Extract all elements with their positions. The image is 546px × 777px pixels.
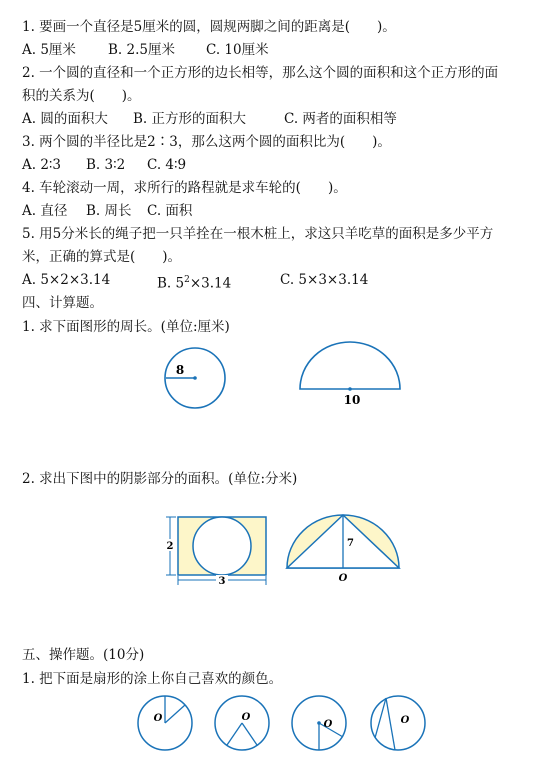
q2-option-c: C. 两者的面积相等 — [284, 111, 397, 127]
diameter-label: 10 — [343, 393, 361, 407]
circle-figure-3 — [290, 694, 348, 752]
q3-option-b: B. 3∶2 — [86, 157, 126, 173]
q5-option-c: C. 5×3×3.14 — [280, 272, 369, 288]
q5-option-b-suffix: ×3.14 — [189, 275, 232, 292]
circle-4-line-b — [386, 698, 395, 750]
circle-4-line-a — [375, 698, 386, 738]
section4-title: 四、计算题。 — [22, 295, 103, 311]
q5-option-b-prefix: B. 5 — [157, 275, 185, 292]
q5-option-b-exponent: 2 — [184, 275, 190, 285]
circle-3-center-label: O — [323, 719, 333, 730]
height-label: 2 — [166, 541, 174, 552]
q2-option-b: B. 正方形的面积大 — [133, 111, 247, 127]
width-label: 3 — [218, 576, 226, 587]
q1-option-a: A. 5厘米 — [22, 42, 76, 58]
semicircle-center-dot — [348, 387, 352, 391]
q5-option-a: A. 5×2×3.14 — [22, 272, 111, 288]
circle-2-line-a — [227, 723, 242, 745]
circle-2-line-b — [242, 723, 257, 745]
q4-option-b: B. 周长 — [86, 203, 132, 219]
q3-option-c: C. 4∶9 — [147, 157, 187, 173]
q1-option-b: B. 2.5厘米 — [108, 42, 175, 58]
circle-1-radius-b — [165, 705, 185, 723]
q4-option-c: C. 面积 — [147, 203, 193, 219]
circle-figure-4 — [369, 694, 427, 752]
section5-title: 五、操作题。(10分) — [22, 647, 145, 663]
triangle-height-label: 7 — [347, 538, 354, 549]
circle-1-center-label: O — [153, 713, 163, 724]
q2-text-line2: 积的关系为( )。 — [22, 88, 141, 104]
q4-option-a: A. 直径 — [22, 203, 68, 219]
figure-rectangle-circle — [164, 513, 270, 587]
q2-option-a: A. 圆的面积大 — [22, 111, 108, 127]
q1-text: 1. 要画一个直径是5厘米的圆，圆规两脚之间的距离是( )。 — [22, 19, 396, 35]
q4-text: 4. 车轮滚动一周，求所行的路程就是求车轮的( )。 — [22, 180, 347, 196]
figure-semicircle-triangle — [284, 510, 402, 588]
circle-figure-1 — [136, 694, 194, 752]
circle-figure-2 — [213, 694, 271, 752]
q1-option-c: C. 10厘米 — [206, 42, 269, 58]
center-dot — [193, 376, 197, 380]
q2-text-line1: 2. 一个圆的直径和一个正方形的边长相等，那么这个圆的面积和这个正方形的面 — [22, 65, 499, 81]
circle-2-center-label: O — [241, 712, 251, 723]
inner-circle — [193, 517, 251, 575]
section4-q1-text: 1. 求下面图形的周长。(单位:厘米) — [22, 319, 230, 335]
q5-text-line1: 5. 用5分米长的绳子把一只羊拴在一根木桩上，求这只羊吃草的面积是多少平方 — [22, 226, 494, 242]
semicircle-outline — [300, 342, 400, 389]
figure-circle-radius — [164, 347, 228, 411]
figure-semicircle — [298, 340, 402, 410]
q3-text: 3. 两个圆的半径比是2∶3，那么这两个圆的面积比为( )。 — [22, 134, 391, 150]
section5-q1-text: 1. 把下面是扇形的涂上你自己喜欢的颜色。 — [22, 671, 283, 687]
q5-text-line2: 米，正确的算式是( )。 — [22, 249, 182, 265]
center-label: O — [338, 573, 348, 584]
circle-4-center-label: O — [400, 715, 410, 726]
section4-q2-text: 2. 求出下图中的阴影部分的面积。(单位:分米) — [22, 471, 298, 487]
circle-3-center-dot — [317, 721, 321, 725]
radius-label: 8 — [175, 363, 185, 377]
q3-option-a: A. 2∶3 — [22, 157, 62, 173]
q5-option-b — [157, 271, 231, 293]
